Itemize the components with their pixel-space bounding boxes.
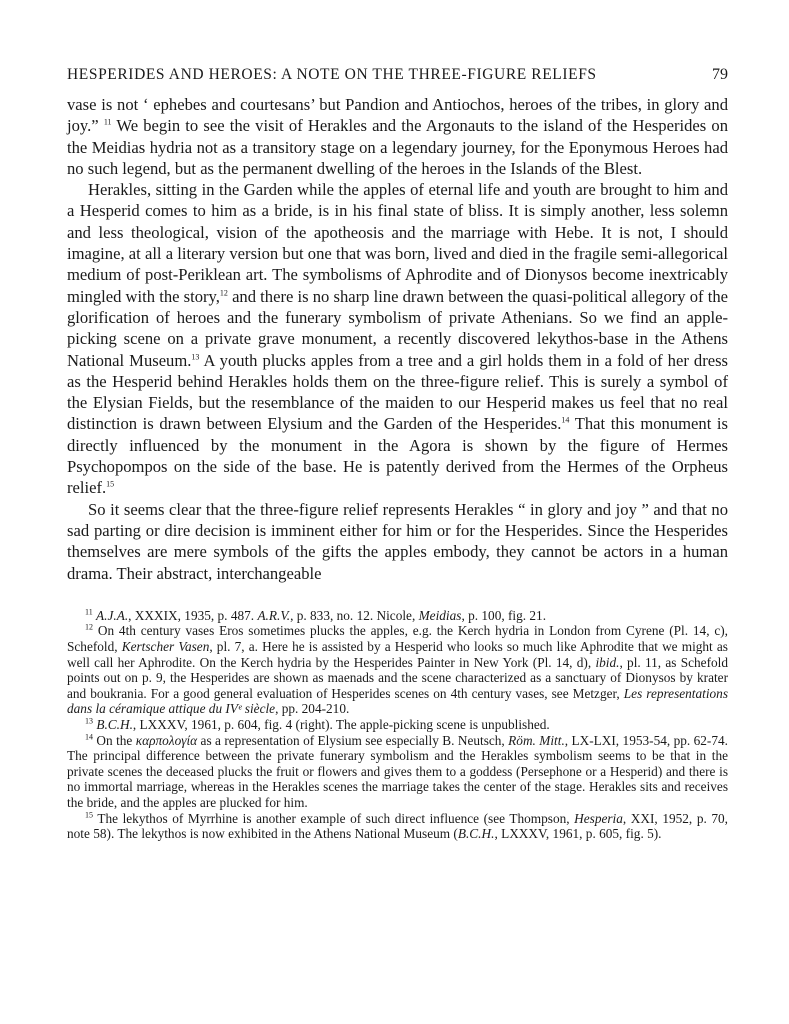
footnote [67, 717, 728, 733]
footnote-ref: 15 [106, 479, 115, 489]
footnote-number: 15 [85, 810, 93, 820]
citation-italic: Hesperia [574, 810, 623, 826]
text-run: A youth plucks apples from a tree and a girl holds them in a fold of her dress as the Hesperid behind Herakles holds them on the three-figure relief. This is surely a symbol of the Elysian Fields, but the resemblance of the maiden to our Hesperid makes us feel that no real distinction is drawn between Elysium and the Garden of the Hesperides. [67, 350, 729, 434]
text-run: , p. 100, fig. 21. [461, 607, 547, 623]
footnote [67, 623, 728, 717]
footnote [67, 733, 728, 811]
paragraph [67, 179, 728, 498]
text-run: , pl. 7, a. Here he is assisted by a Hesperid who looks so much like Aphrodite that we might as well call her Aphrodite. On the Kerch hydria by the Hesperides Painter in New York (Pl. 14, d), [67, 639, 728, 670]
text-run: That this monument is directly influenced by the monument in the Agora is shown by the figure of Hermes Psychopompos on the side of the base. He is patently derived from the Hermes of the Orpheus relief. [67, 414, 728, 498]
text-run: We begin to see the visit of Herakles and the Argonauts to the island of the Hesperides on the Meidias hydria not as a transitory stage on a legendary journey, for the Eponymous Heroes had no such legend, but as the permanent dwelling of the heroes in the Islands of the Blest. [67, 116, 728, 178]
page [67, 66, 728, 842]
text-run: , LX-LXI, 1953-54, pp. 62-74. The principal difference between the private funerary symbolism and the Herakles symbolism seems to be that in the private scenes the deceased plucks the fruit or flowers and gives them to a goddess (Persephone or a Hesperid) and there is no immortal marriage, whereas in the Herakles scenes the marriage takes the center of the stage. Herakles sits and receives the bride, and the apples are plucked for him. [67, 732, 728, 810]
text-run: , p. 833, no. 12. Nicole, [290, 607, 419, 623]
footnote [67, 608, 728, 624]
citation-italic: Röm. Mitt. [508, 732, 565, 748]
text-run: So it seems clear that the three-figure relief represents Herakles “ in glory and joy ” and that no sad parting or dire decision is imminent either for him or for the Hesperides. Since the Hesperides themselves are mere symbols of the gifts the apples embody, they cannot be actors in a human drama. Their abstract, interchangeable [67, 499, 728, 583]
text-run: as a representation of Elysium see especially B. Neutsch, [197, 732, 509, 748]
footnote-number: 13 [85, 716, 93, 726]
text-run: , pl. 11, as Schefold points out on p. 9, the Hesperides are shown as maenads and the scene characterized as a sanctuary of Dionysos by krater and boukrania. For a good general evaluation of Hesperides scenes on 4th century vases, see Metzger, [67, 654, 729, 701]
text-run: and there is no sharp line drawn between the quasi-political allegory of the glorification of heroes and the funerary symbolism of private Athenians. So we find an apple-picking scene on a private grave monument, a recently discovered lekythos-base in the Athens National Museum. [67, 286, 728, 370]
citation-italic: B.C.H. [96, 716, 133, 732]
text-run: On 4th century vases Eros sometimes plucks the apples, e.g. the Kerch hydria in London from Cyrene (Pl. 14, c), Schefold, [67, 623, 729, 655]
text-run: , LXXXV, 1961, p. 604, fig. 4 (right). The apple-picking scene is unpublished. [132, 716, 550, 732]
body-text [67, 94, 728, 584]
footnote-ref: 11 [103, 117, 112, 127]
footnote [67, 811, 728, 842]
citation-italic: Kertscher Vasen [121, 639, 210, 655]
citation-italic: A.R.V. [257, 607, 291, 623]
text-run: , LXXXV, 1961, p. 605, fig. 5). [494, 826, 662, 842]
citation-italic: Les representations dans la céramique attique du IVᵉ siècle [67, 685, 729, 717]
footnote-number: 11 [85, 607, 93, 617]
citation-italic: Meidias [418, 607, 462, 623]
text-run: Herakles, sitting in the Garden while the apples of eternal life and youth are brought to him and a Hesperid comes to him as a bride, is in his final state of bliss. It is simply another, less solemn and less theological, vision of the apotheosis and the marriage with Hebe. It is not, I should imagine, at all a literary version but one that was born, lived and died in the fragile semi-allegorical medium of post-Periklean art. The symbolisms of Aphrodite and of Dionysos become inextricably mingled with the story, [67, 180, 728, 306]
paragraph [67, 94, 728, 179]
text-run: vase is not ‘ ephebes and courtesans’ but Pandion and Antiochos, heroes of the tribes, in glory and joy.” [67, 95, 728, 136]
text-run: , XXXIX, 1935, p. 487. [128, 607, 258, 623]
text-run: , XXI, 1952, p. 70, note 58). The lekythos is now exhibited in the Athens National Museum ( [67, 810, 728, 842]
paragraph [67, 499, 728, 584]
footnote-number: 14 [85, 732, 93, 742]
citation-italic: A.J.A. [96, 607, 129, 623]
text-run: The lekythos of Myrrhine is another example of such direct influence (see Thompson, [97, 810, 575, 826]
citation-italic: B.C.H. [457, 826, 495, 842]
footnotes [67, 608, 728, 842]
text-run: On the [96, 732, 136, 748]
footnote-number: 12 [85, 623, 93, 632]
text-run: , pp. 204-210. [275, 701, 350, 717]
footnote-ref: 14 [561, 415, 570, 425]
citation-italic: ibid. [595, 654, 620, 670]
page-number: 79 [712, 66, 728, 83]
footnote-ref: 13 [191, 352, 200, 362]
running-title: HESPERIDES AND HEROES: A NOTE ON THE THREE-FIGURE RELIEFS [67, 66, 597, 83]
greek-term: καρπολογία [135, 732, 198, 748]
footnote-ref: 12 [219, 288, 228, 298]
running-head [67, 66, 728, 84]
